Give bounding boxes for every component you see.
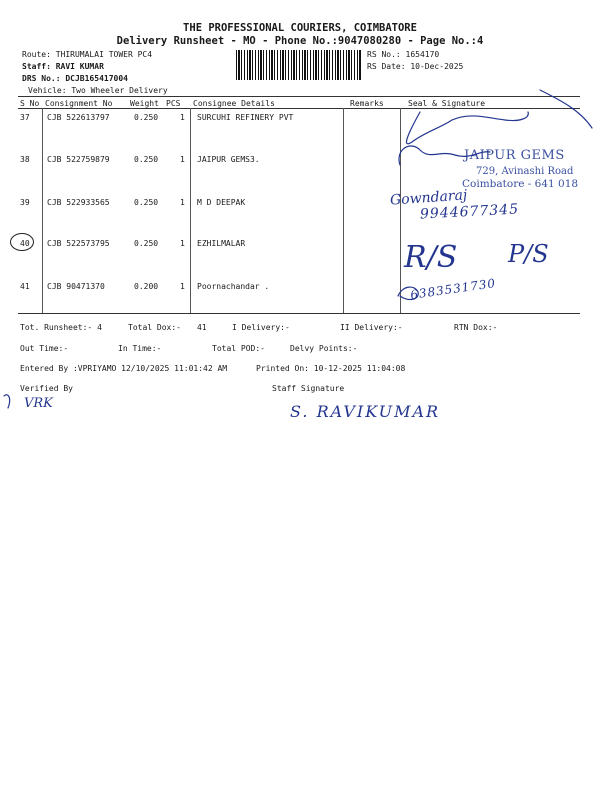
row-41-pcs: 1 [180,282,185,291]
row-39-sno: 39 [20,198,30,207]
row-37-consignment: CJB 522613797 [47,113,110,122]
vehicle-label: Vehicle: Two Wheeler Delivery [28,86,168,95]
row-41-sno: 41 [20,282,30,291]
printed-on: Printed On: 10-12-2025 11:04:08 [256,364,406,373]
handwritten-ps-mark: P/S [508,240,549,268]
i-delivery: I Delivery:- [232,323,290,332]
row38-signature-stroke [399,146,490,165]
row-40-pcs: 1 [180,239,185,248]
col-pcs: PCS [166,99,181,108]
row37-signature-stroke [407,112,529,144]
margin-tick-stroke [4,395,10,408]
row-37-weight: 0.250 [134,113,159,122]
handwritten-phone-row41: 6383531730 [409,276,497,302]
row41-circle-stroke [398,287,418,299]
col-weight: Weight [130,99,159,108]
row-39-weight: 0.250 [134,198,159,207]
col-sno: S No [20,99,40,108]
handwritten-receiver-phone: 9944677345 [419,201,520,223]
total-dox-value: 41 [197,323,207,332]
rtn-dox: RTN Dox:- [454,323,498,332]
row-38-sno: 38 [20,155,30,164]
rs-date-label: RS Date: 10-Dec-2025 [367,62,464,71]
row-37-consignee: SURCUHI REFINERY PVT [197,113,294,122]
col-consignee: Consignee Details [193,99,275,108]
rs-no-label: RS No.: 1654170 [367,50,440,59]
stamp-address: 729, Avinashi Road [476,166,574,177]
out-time: Out Time:- [20,344,69,353]
margin-stroke [540,90,592,128]
row-40-sno: 40 [20,239,30,248]
row-39-consignment: CJB 522933565 [47,198,110,207]
row-40-weight: 0.250 [134,239,159,248]
runsheet-subtitle: Delivery Runsheet - MO - Phone No.:9047080280 - Page No.:4 [116,35,484,47]
row-41-weight: 0.200 [134,282,159,291]
staff-signature-label: Staff Signature [272,384,345,393]
company-title: THE PROFESSIONAL COURIERS, COIMBATORE [183,22,417,34]
row-41-consignment: CJB 90471370 [47,282,105,291]
row-37-sno: 37 [20,113,30,122]
handwritten-receiver-name: Gowndaraj [389,187,468,209]
row-38-pcs: 1 [180,155,185,164]
row-40-consignment: CJB 522573795 [47,239,110,248]
total-pod: Total POD:- [212,344,265,353]
stamp-name: JAIPUR GEMS [464,148,565,163]
entered-by: Entered By :VPRIYAMO 12/10/2025 11:01:42 AM [20,364,228,373]
row-38-weight: 0.250 [134,155,159,164]
row-38-consignment: CJB 522759879 [47,155,110,164]
row-38-consignee: JAIPUR GEMS3. [197,155,260,164]
col-remarks: Remarks [350,99,384,108]
handwritten-rs-mark: R/S [404,240,458,275]
total-runsheet: Tot. Runsheet:- 4 [20,323,102,332]
row-37-pcs: 1 [180,113,185,122]
row-41-consignee: Poornachandar . [197,282,270,291]
col-consignment: Consignment No [45,99,113,108]
route-label: Route: THIRUMALAI TOWER PC4 [22,50,153,59]
verified-by-label: Verified By [20,384,73,393]
row-40-consignee: EZHILMALAR [197,239,246,248]
in-time: In Time:- [118,344,162,353]
staff-label: Staff: RAVI KUMAR [22,62,104,71]
row-39-consignee: M D DEEPAK [197,198,246,207]
drs-label: DRS No.: DCJB165417004 [22,74,128,83]
delvy-points: Delvy Points:- [290,344,358,353]
row-39-pcs: 1 [180,198,185,207]
stamp-city: Coimbatore - 641 018 [462,178,579,190]
col-seal-signature: Seal & Signature [408,99,486,108]
total-dox: Total Dox:- [128,323,181,332]
staff-handwritten-signature: S. RAVIKUMAR [290,402,441,421]
verifier-handwritten-signature: VRK [24,396,53,411]
ii-delivery: II Delivery:- [340,323,403,332]
